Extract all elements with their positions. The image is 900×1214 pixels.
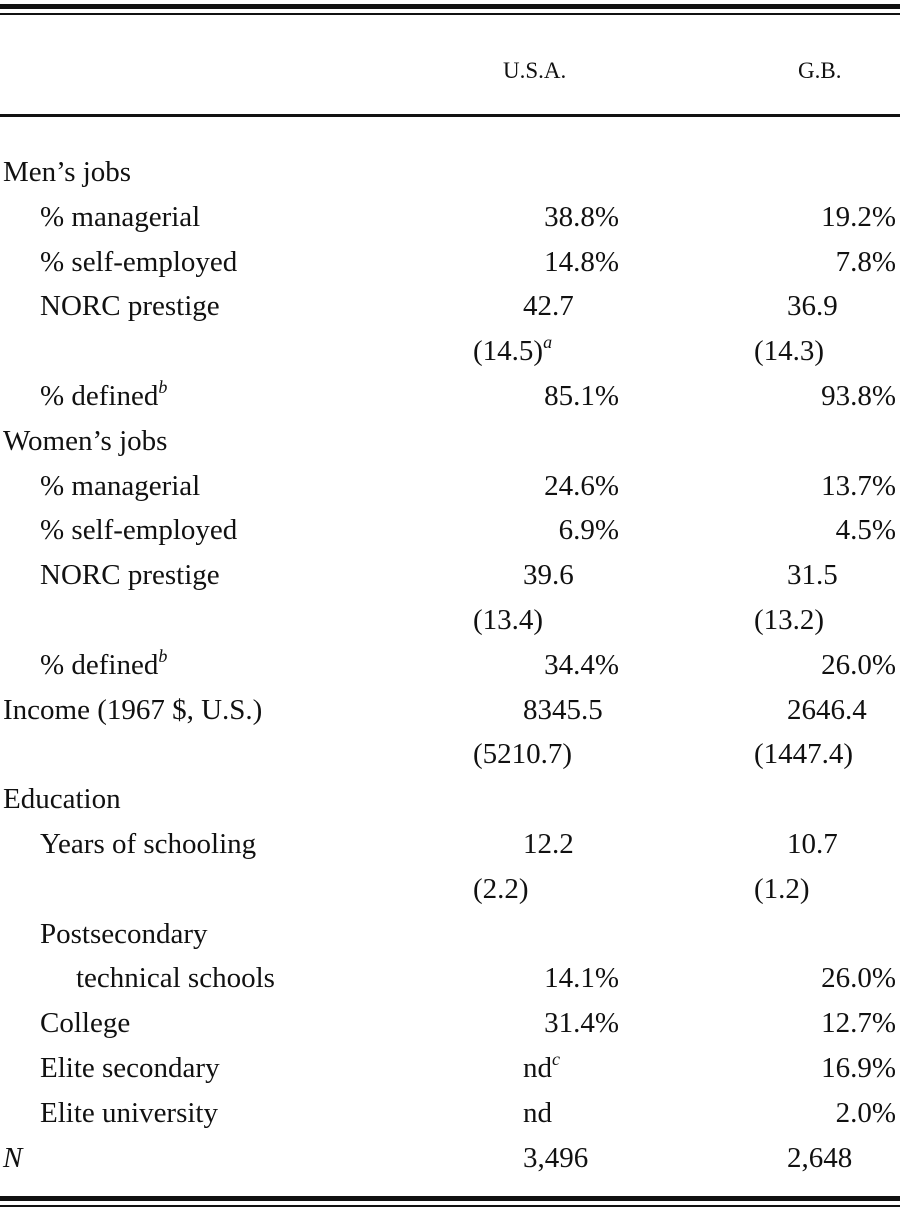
top-rule-thin <box>0 13 900 15</box>
cell-usa: 3,496 <box>523 1141 589 1174</box>
table-row <box>0 956 900 1001</box>
cell-gb: 13.7% <box>821 469 896 502</box>
cell-usa: 34.4% <box>544 648 619 681</box>
row-label: Postsecondary <box>40 917 208 950</box>
row-label: College <box>40 1007 131 1040</box>
table-row <box>0 1046 900 1091</box>
cell-usa: $nd^c$ <box>523 1048 560 1084</box>
row-label: Men’s jobs <box>3 156 132 188</box>
bottom-rule-thick <box>0 1196 900 1201</box>
cell-usa: 24.6% <box>544 469 619 502</box>
table-row <box>0 419 900 464</box>
row-label: Elite university <box>40 1096 218 1129</box>
row-label: NORC prestige <box>40 290 220 323</box>
table-row <box>0 374 900 419</box>
cell-usa: $(14.5)^a$ <box>473 332 553 368</box>
cell-usa: 85.1% <box>544 379 619 412</box>
cell-usa: 38.8% <box>544 200 619 233</box>
table-row <box>0 284 900 329</box>
table-row <box>0 912 900 957</box>
cell-gb: (14.3) <box>754 335 825 368</box>
table-row <box>0 195 900 240</box>
cell-gb: 2,648 <box>787 1141 853 1174</box>
table-row <box>0 1091 900 1136</box>
cell-gb: 10.7 <box>787 827 838 860</box>
cell-gb: 19.2% <box>821 200 896 233</box>
cell-gb: 93.8% <box>821 379 896 412</box>
cell-usa: 31.4% <box>544 1007 619 1040</box>
table-row <box>0 150 900 195</box>
footnote-marker: b <box>158 645 168 666</box>
row-label: technical schools <box>76 962 275 995</box>
cell-usa: (5210.7) <box>473 738 573 771</box>
cell-gb: 26.0% <box>821 962 896 995</box>
cell-gb: (1447.4) <box>754 738 854 771</box>
cell-usa: (13.4) <box>473 603 544 636</box>
row-label: % self-employed <box>40 245 238 278</box>
cell-usa: 14.1% <box>544 962 619 995</box>
table-row <box>0 732 900 777</box>
cell-usa: 42.7 <box>523 290 574 323</box>
row-label: N <box>3 1141 23 1174</box>
table-row <box>0 508 900 553</box>
cell-gb: 2646.4 <box>787 693 867 726</box>
header-rule <box>0 114 900 117</box>
cell-gb: 7.8% <box>835 245 896 278</box>
column-header-gb: G.B. <box>798 58 842 83</box>
table-row <box>0 643 900 688</box>
cell-usa: 8345.5 <box>523 693 603 726</box>
cell-gb: (13.2) <box>754 603 825 636</box>
table-row <box>0 867 900 912</box>
row-label: Education <box>3 783 121 816</box>
footnote-marker: b <box>158 376 168 397</box>
cell-gb: 4.5% <box>835 514 896 547</box>
column-header-usa: U.S.A. <box>503 58 567 83</box>
row-label: Years of schooling <box>40 827 257 860</box>
cell-usa: 14.8% <box>544 245 619 278</box>
cell-gb: 26.0% <box>821 648 896 681</box>
table-row <box>0 553 900 598</box>
row-label: NORC prestige <box>40 559 220 592</box>
row-label: Women’s jobs <box>3 424 168 457</box>
footnote-marker: a <box>543 332 553 353</box>
cell-usa: 39.6 <box>523 559 574 592</box>
cell-usa: 6.9% <box>558 514 619 547</box>
cell-gb: 36.9 <box>787 290 838 323</box>
table-row <box>0 598 900 643</box>
table-row <box>0 464 900 509</box>
cell-gb: 2.0% <box>835 1096 896 1129</box>
cell-gb: 16.9% <box>821 1051 896 1084</box>
row-label: % defined$^b$ <box>40 376 168 412</box>
row-label: % managerial <box>40 200 201 233</box>
table-row <box>0 777 900 822</box>
row-label: % self-employed <box>40 514 238 547</box>
table-row <box>0 688 900 733</box>
cell-usa: (2.2) <box>473 872 529 905</box>
row-label: % managerial <box>40 469 201 502</box>
bottom-rule-thin <box>0 1205 900 1207</box>
table-row <box>0 1136 900 1181</box>
row-label: Elite secondary <box>40 1051 220 1084</box>
footnote-marker: c <box>552 1048 560 1069</box>
table-row <box>0 329 900 374</box>
data-table <box>0 150 900 1180</box>
cell-gb: 31.5 <box>787 559 838 592</box>
cell-gb: (1.2) <box>754 872 810 905</box>
cell-usa: nd <box>523 1096 552 1129</box>
row-label: Income (1967 $, U.S.) <box>3 693 263 726</box>
table-row <box>0 822 900 867</box>
cell-usa: 12.2 <box>523 827 574 860</box>
cell-gb: 12.7% <box>821 1007 896 1040</box>
table-row <box>0 240 900 285</box>
table-row <box>0 1001 900 1046</box>
row-label: % defined$^b$ <box>40 645 168 681</box>
top-rule-thick <box>0 4 900 9</box>
